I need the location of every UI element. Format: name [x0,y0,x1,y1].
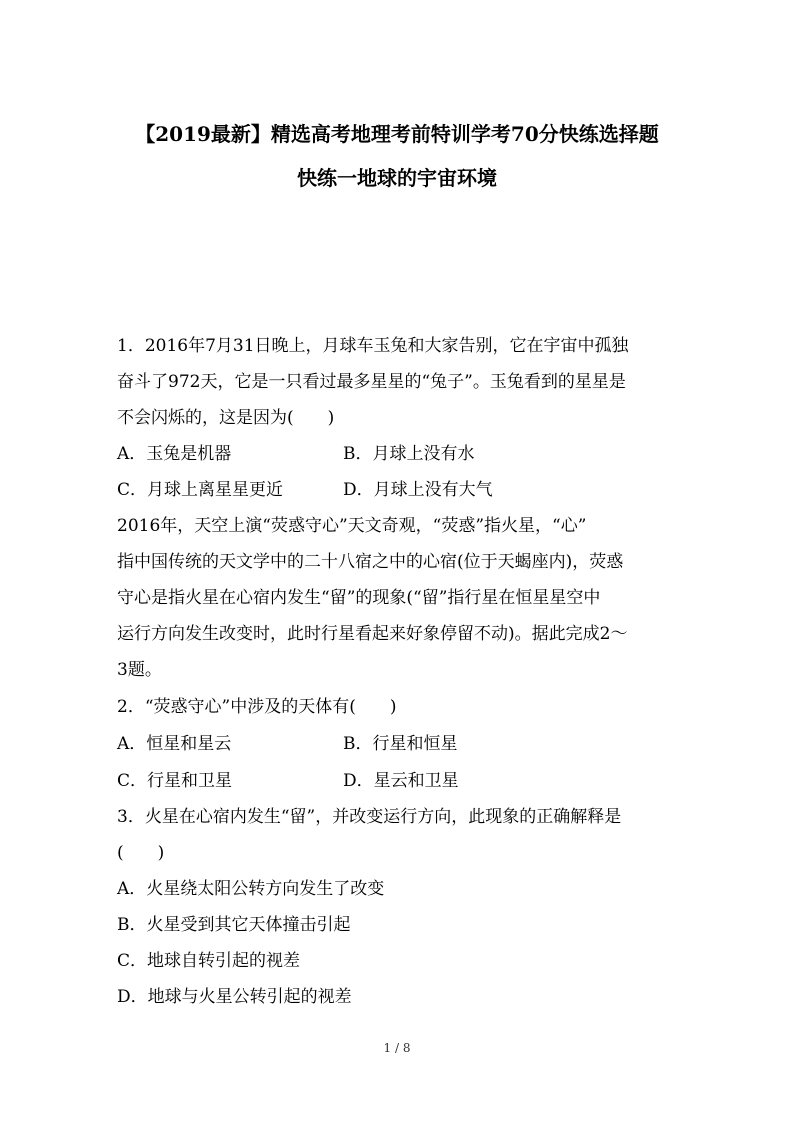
material-line-5: 3题。 [117,660,162,680]
question-2-stem: 2．“荧惑守心”中涉及的天体有( ) [117,697,397,717]
question-3-stem-line-1: 3．火星在心宿内发生“留”，并改变运行方向，此现象的正确解释是 [117,807,622,827]
document-title-line-1: 【2019最新】精选高考地理考前特训学考70分快练选择题 [135,122,659,146]
question-3-option-a: A．火星绕太阳公转方向发生了改变 [117,879,385,899]
material-line-3: 守心是指火星在心宿内发生“留”的现象(“留”指行星在恒星星空中 [117,588,601,608]
question-3-option-d: D．地球与火星公转引起的视差 [117,987,352,1007]
question-1-option-a: A．玉兔是机器 [117,444,232,464]
question-1-option-b: B．月球上没有水 [343,444,475,464]
question-1-stem-line-2: 奋斗了972天，它是一只看过最多星星的“兔子”。玉兔看到的星星是 [117,372,626,392]
question-2-option-b: B．行星和恒星 [343,734,458,754]
question-3-option-c: C．地球自转引起的视差 [117,951,301,971]
question-1-stem-line-3: 不会闪烁的，这是因为( ) [117,408,335,428]
question-2-option-d: D．星云和卫星 [343,771,459,791]
material-line-1: 2016年，天空上演“荧惑守心”天文奇观，“荧惑”指火星，“心” [117,516,587,536]
question-1-stem-line-1: 1．2016年7月31日晚上，月球车玉兔和大家告别，它在宇宙中孤独 [117,336,629,356]
question-2-option-a: A．恒星和星云 [117,734,232,754]
question-3-option-b: B．火星受到其它天体撞击引起 [117,915,351,935]
document-title-line-2: 快练一地球的宇宙环境 [297,166,497,190]
question-2-option-c: C．行星和卫星 [117,771,233,791]
material-line-2: 指中国传统的天文学中的二十八宿之中的心宿(位于天蝎座内)，荧惑 [117,552,624,572]
page-number: 1 / 8 [383,1041,411,1055]
question-1-option-c: C．月球上离星星更近 [117,480,284,500]
material-line-4: 运行方向发生改变时，此时行星看起来好象停留不动)。据此完成2～ [117,624,628,644]
question-3-stem-line-2: ( ) [117,843,165,863]
question-1-option-d: D．月球上没有大气 [343,480,493,500]
